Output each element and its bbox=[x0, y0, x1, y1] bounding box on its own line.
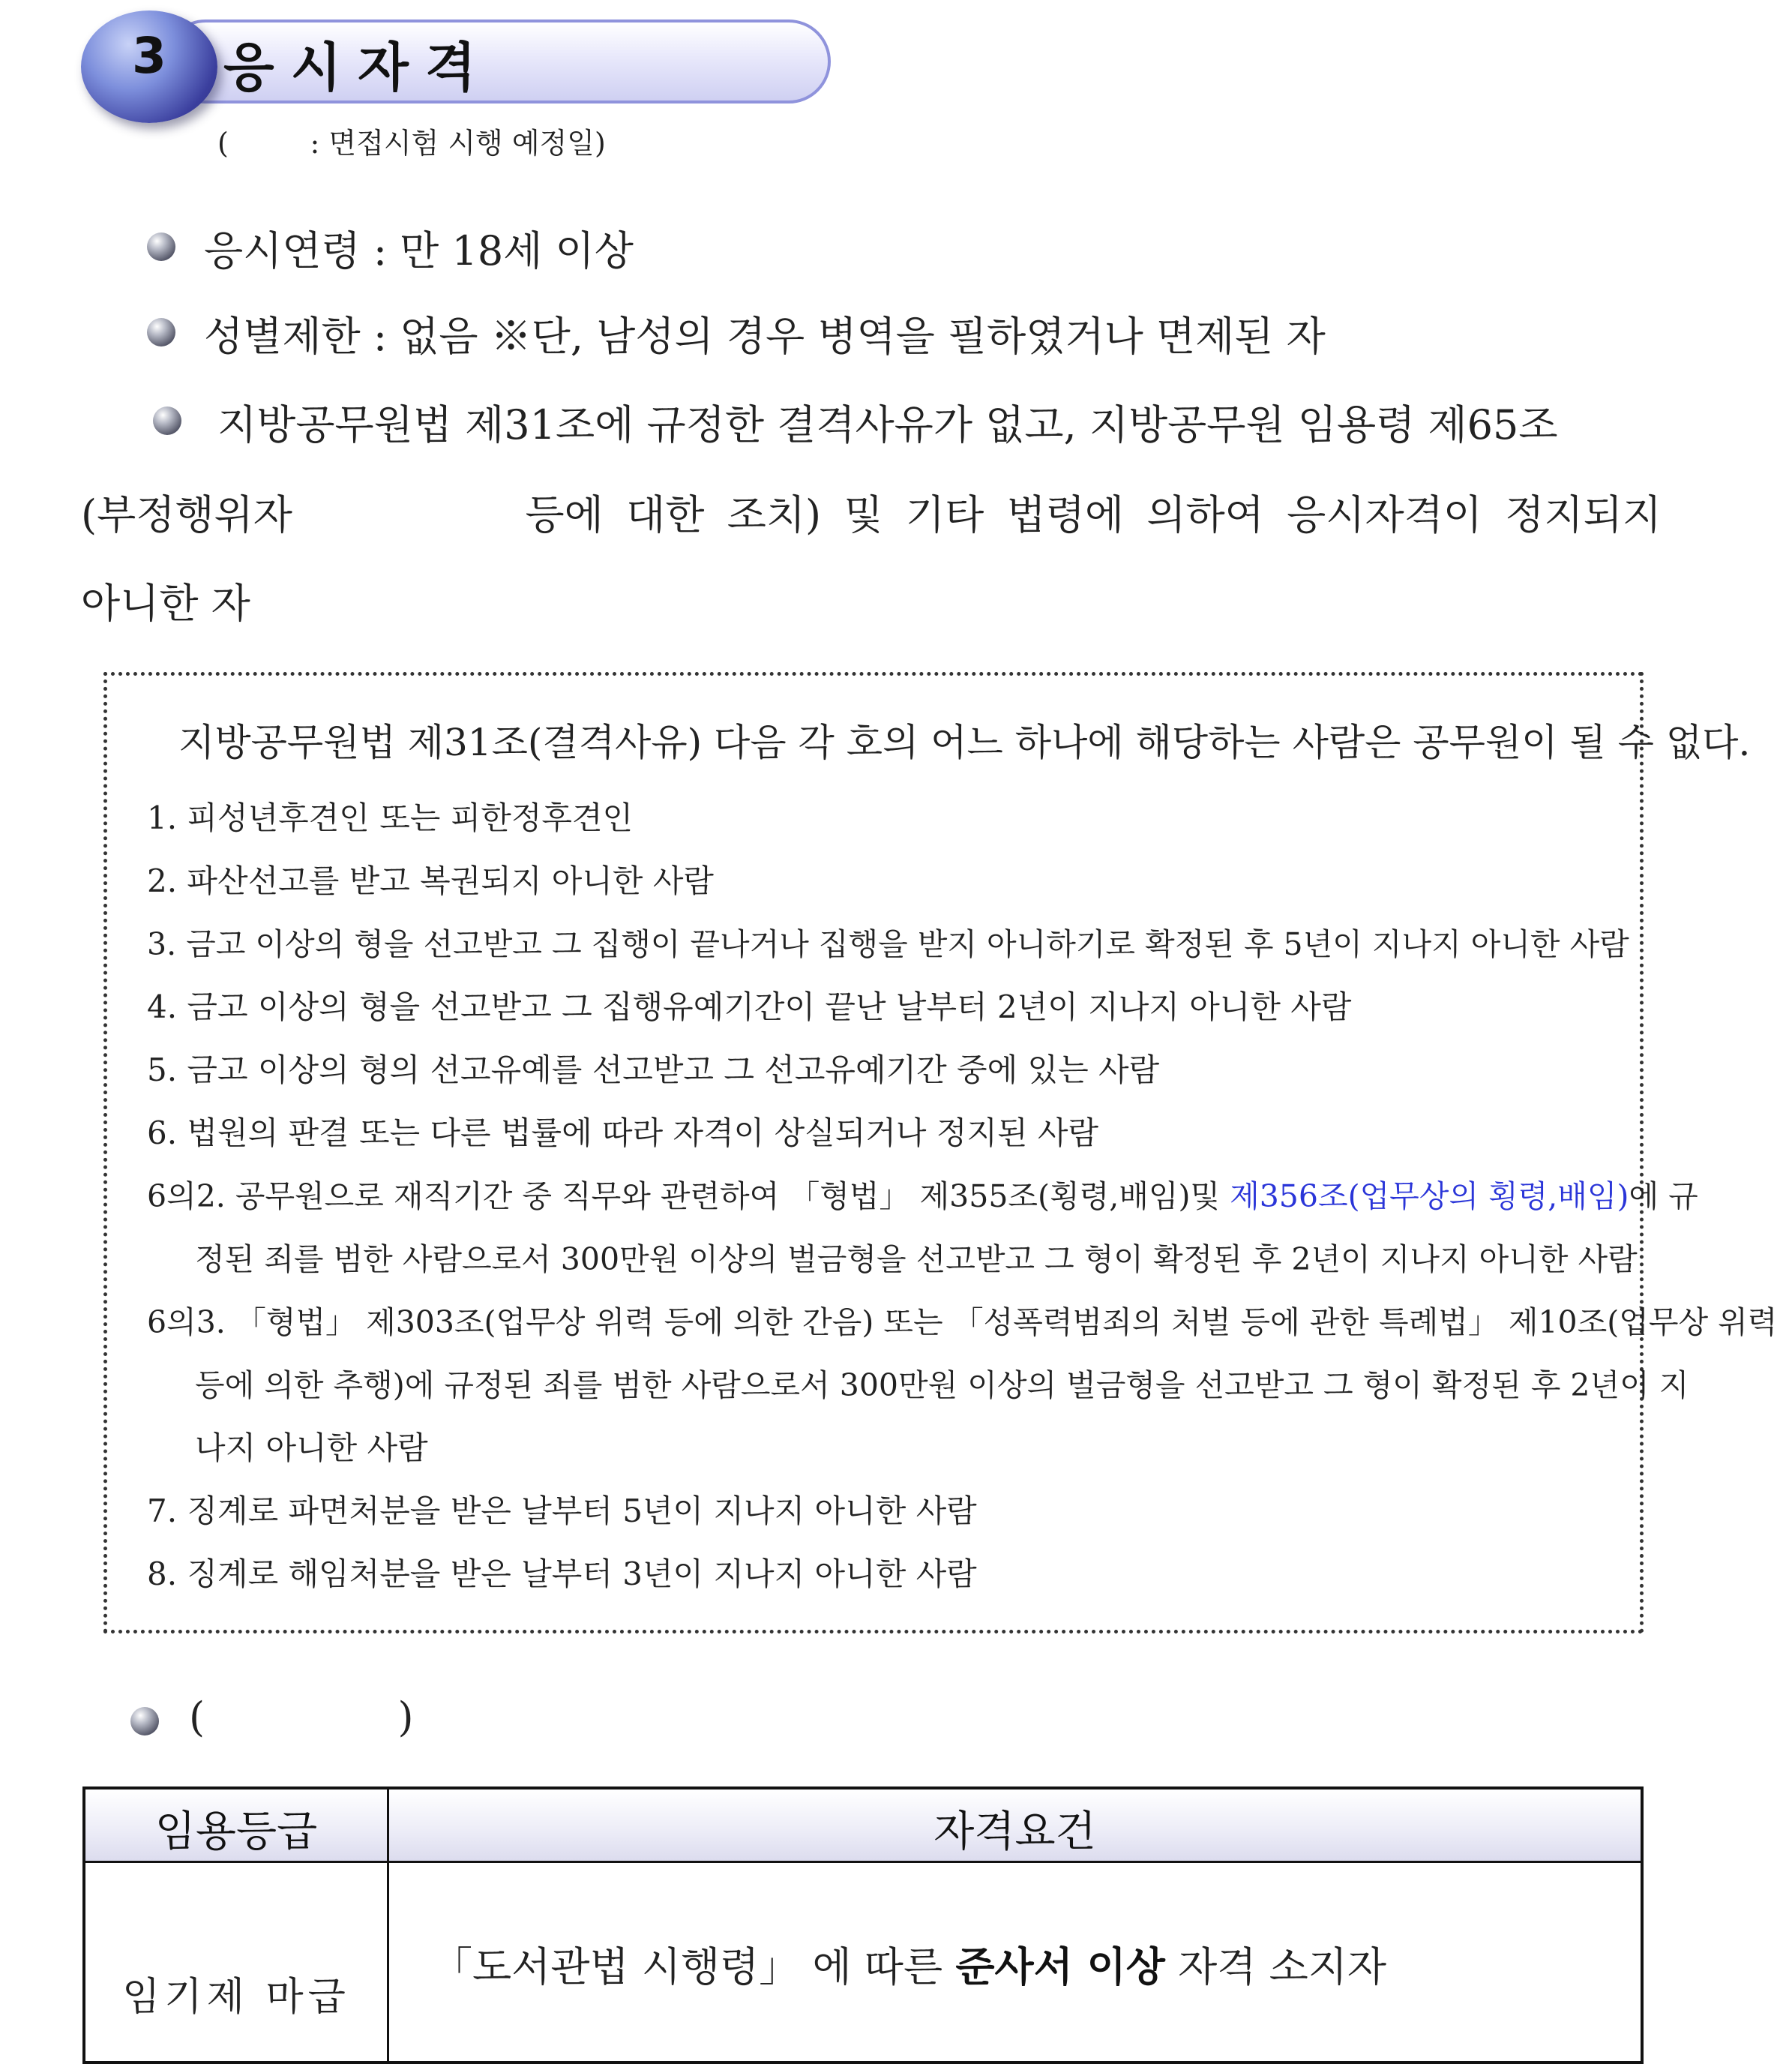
column-header-grade: 임용등급 bbox=[154, 1808, 318, 1856]
cell-grade: 임기제 마급 bbox=[122, 1975, 350, 2020]
bullet-icon bbox=[153, 406, 181, 435]
grade-bullet-text: ( ) bbox=[189, 1694, 414, 1741]
statute-item-4: 4. 금고 이상의 형을 선고받고 그 집행유예기간이 끝난 날부터 2년이 지나지 아니한 사람 bbox=[147, 988, 1352, 1025]
statute-item-6-3-cont2: 나지 아니한 사람 bbox=[195, 1430, 428, 1466]
gender-requirement: 성별제한 : 없음 ※단, 남성의 경우 병역을 필하였거나 면제된 자 bbox=[204, 313, 1326, 360]
disq-word: 대한 bbox=[626, 491, 705, 538]
bullet-icon bbox=[147, 318, 175, 346]
disqualification-line-2 bbox=[81, 483, 1662, 541]
requirement-text: 자격 소지자 bbox=[1164, 1943, 1387, 1990]
disq-word: 응시자격이 bbox=[1287, 491, 1482, 538]
statute-item-6-3-cont: 등에 의한 추행)에 규정된 죄를 범한 사람으로서 300만원 이상의 벌금형을 선고받고 그 형이 확정된 후 2년이 지 bbox=[195, 1367, 1689, 1403]
disq-word: (부정행위자 bbox=[81, 491, 292, 538]
disq-word: 및 bbox=[844, 491, 883, 538]
statute-link[interactable]: 제356조(업무상의 횡령,배임) bbox=[1230, 1178, 1629, 1214]
statute-item-6-2-cont: 정된 죄를 범한 사람으로서 300만원 이상의 벌금형을 선고받고 그 형이 확정된 후 2년이 지나지 아니한 사람 bbox=[195, 1241, 1638, 1277]
blank-gap bbox=[315, 483, 502, 541]
section-number: 3 bbox=[132, 27, 166, 85]
disq-word: 기타 bbox=[905, 491, 984, 538]
statute-intro: 지방공무원법 제31조(결격사유) 다음 각 호의 어느 하나에 해당하는 사람은 공무원이 될 수 없다. bbox=[178, 721, 1751, 764]
statute-item-8: 8. 징계로 해임처분을 받은 날부터 3년이 지나지 아니한 사람 bbox=[147, 1556, 977, 1592]
requirement-emphasis: 준사서 이상 bbox=[955, 1942, 1165, 1990]
disqualification-line-1: 지방공무원법 제31조에 규정한 결격사유가 없고, 지방공무원 임용령 제65조 bbox=[217, 401, 1558, 448]
statute-item-2: 2. 파산선고를 받고 복권되지 아니한 사람 bbox=[147, 862, 714, 899]
statute-item-5: 5. 금고 이상의 형의 선고유예를 선고받고 그 선고유예기간 중에 있는 사람 bbox=[147, 1052, 1160, 1088]
statute-text: 에 규 bbox=[1629, 1178, 1698, 1214]
bullet-icon bbox=[147, 232, 175, 261]
disq-word: 조치) bbox=[727, 491, 822, 538]
disqualification-line-3: 아니한 자 bbox=[81, 580, 250, 627]
statute-item-6-3: 6의3. 「형법」 제303조(업무상 위력 등에 의한 간음) 또는 「성폭력범죄의 처벌 등에 관한 특례법」 제10조(업무상 위력 bbox=[147, 1304, 1778, 1340]
statute-item-6-2 bbox=[147, 1172, 1698, 1216]
statute-text: 6의2. 공무원으로 재직기간 중 직무와 관련하여 「형법」 제355조(횡령,배임)및 bbox=[147, 1178, 1230, 1214]
disq-word: 등에 bbox=[525, 491, 604, 538]
statute-item-3: 3. 금고 이상의 형을 선고받고 그 집행이 끝나거나 집행을 받지 아니하기로 확정된 후 5년이 지나지 아니한 사람 bbox=[147, 926, 1629, 962]
disq-word: 정지되지 bbox=[1505, 491, 1662, 538]
statute-item-7: 7. 징계로 파면처분을 받은 날부터 5년이 지나지 아니한 사람 bbox=[147, 1492, 977, 1529]
age-requirement: 응시연령 : 만 18세 이상 bbox=[204, 227, 634, 274]
requirement-text: 「도서관법 시행령」 에 따른 bbox=[432, 1943, 956, 1990]
disq-word: 의하여 bbox=[1146, 491, 1264, 538]
section-title: 응시자격 bbox=[223, 37, 493, 98]
statute-item-1: 1. 피성년후견인 또는 피한정후견인 bbox=[147, 800, 634, 836]
section-note: ( : 면접시험 시행 예정일) bbox=[217, 127, 606, 160]
disq-word: 법령에 bbox=[1006, 491, 1125, 538]
bullet-icon bbox=[130, 1707, 159, 1736]
cell-requirement bbox=[432, 1935, 1386, 1993]
statute-item-6: 6. 법원의 판결 또는 다른 법률에 따라 자격이 상실되거나 정지된 사람 bbox=[147, 1114, 1099, 1151]
column-header-requirement: 자격요건 bbox=[933, 1808, 1096, 1856]
